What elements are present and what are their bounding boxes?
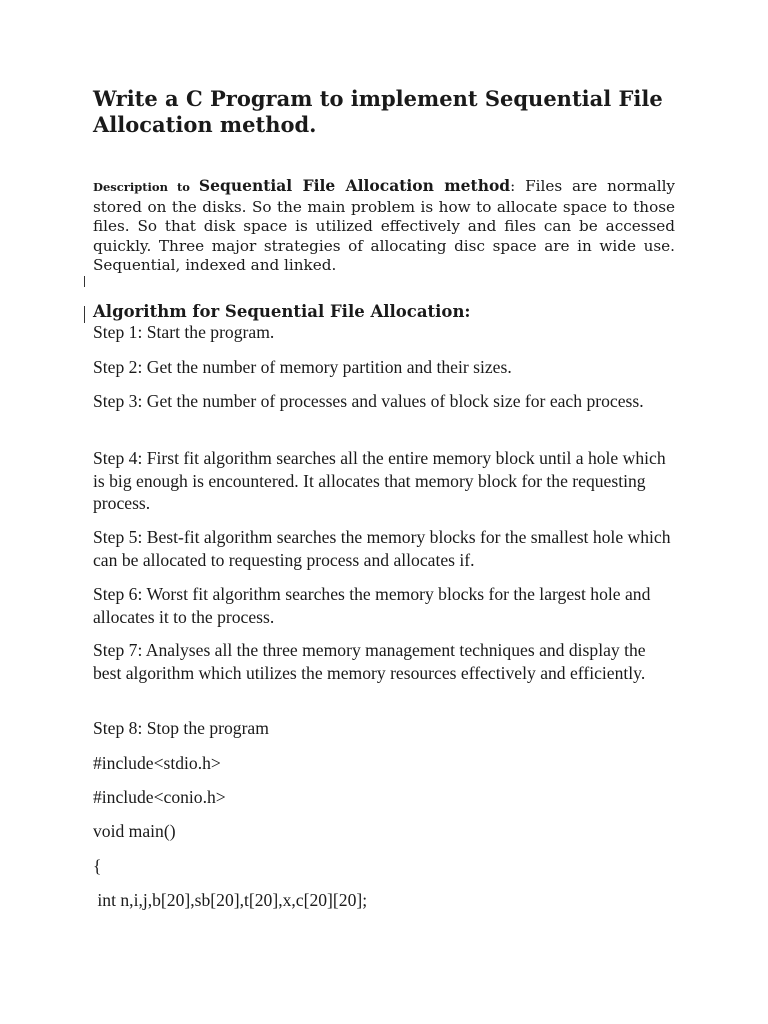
code-line: int n,i,j,b[20],sb[20],t[20],x,c[20][20]; [93,890,368,910]
step-4: Step 4: First fit algorithm searches all the entire memory block until a hole which is big enough is encountered. It allocates that memory block for the requesting process. [93,448,666,513]
text-cursor-mark [84,276,85,287]
document-title: Write a C Program to implement Sequential File Allocation method. [93,86,663,137]
code-line: #include<conio.h> [93,787,226,807]
description-text: : Files are normally stored on the disks. So the main problem is how to allocate space to those files. So that disk space is utilized effectively and files can be accessed quickly. Three major strategies of allocating disc space are in wide use. Sequential, indexed and linked. [93,177,676,274]
step-8: Step 8: Stop the program [93,718,269,738]
description-paragraph [93,176,675,276]
text-cursor-mark [84,306,85,323]
step-5: Step 5: Best-fit algorithm searches the memory blocks for the smallest hole which can be allocated to requesting process and allocates if. [93,527,671,570]
code-line: #include<stdio.h> [93,753,221,773]
algorithm-heading: Algorithm for Sequential File Allocation: [93,302,471,321]
description-topic: Sequential File Allocation method [198,176,511,195]
step-3: Step 3: Get the number of processes and values of block size for each process. [93,391,644,411]
step-6: Step 6: Worst fit algorithm searches the memory blocks for the largest hole and allocates it to the process. [93,584,651,627]
description-label: Description to [93,180,199,194]
code-line: void main() [93,821,176,841]
step-7: Step 7: Analyses all the three memory management techniques and display the best algorithm which utilizes the memory resources effectively and efficiently. [93,640,646,683]
step-1: Step 1: Start the program. [93,322,275,342]
step-2: Step 2: Get the number of memory partition and their sizes. [93,357,512,377]
code-line: { [93,856,102,876]
